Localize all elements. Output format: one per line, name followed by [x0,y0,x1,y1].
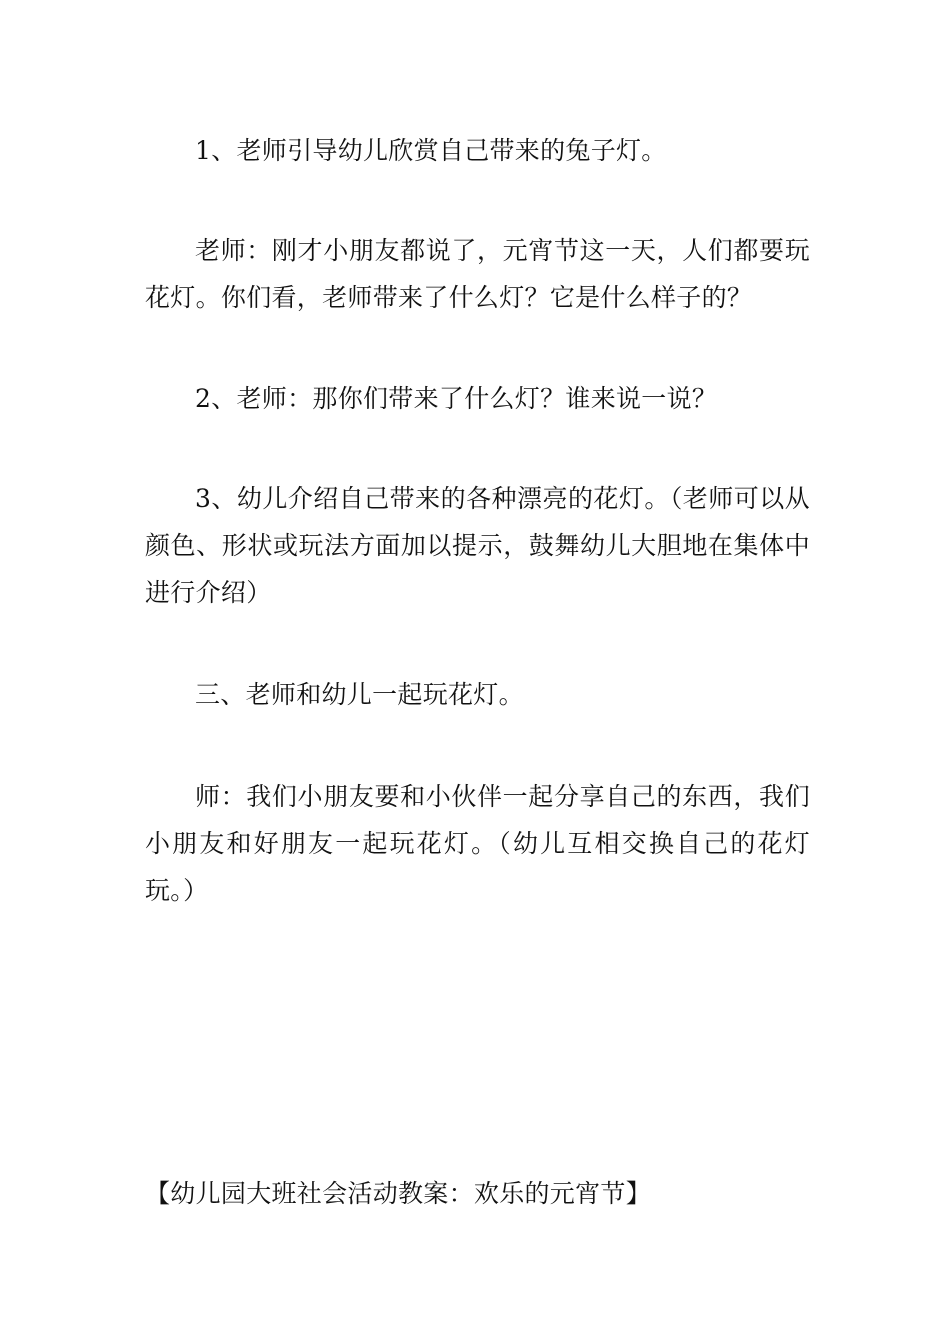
footer-title: 【幼儿园大班社会活动教案：欢乐的元宵节】 [145,1179,652,1208]
paragraph-teacher-question: 老师：刚才小朋友都说了，元宵节这一天，人们都要玩花灯。你们看，老师带来了什么灯？它是什么样子的？ [145,236,810,312]
section-heading-three: 三、老师和幼儿一起玩花灯。 [195,680,524,709]
paragraph-step-2: 2、老师：那你们带来了什么灯？谁来说一说？ [195,384,718,413]
paragraph-step-3: 3、幼儿介绍自己带来的各种漂亮的花灯。（老师可以从颜色、形状或玩法方面加以提示，鼓舞幼儿大胆地在集体中进行介绍） [145,484,810,607]
paragraph-teacher-share: 师：我们小朋友要和小伙伴一起分享自己的东西，我们小朋友和好朋友一起玩花灯。（幼儿互相交换自己的花灯玩。） [145,782,810,905]
paragraph-step-1: 1、老师引导幼儿欣赏自己带来的兔子灯。 [195,136,667,165]
